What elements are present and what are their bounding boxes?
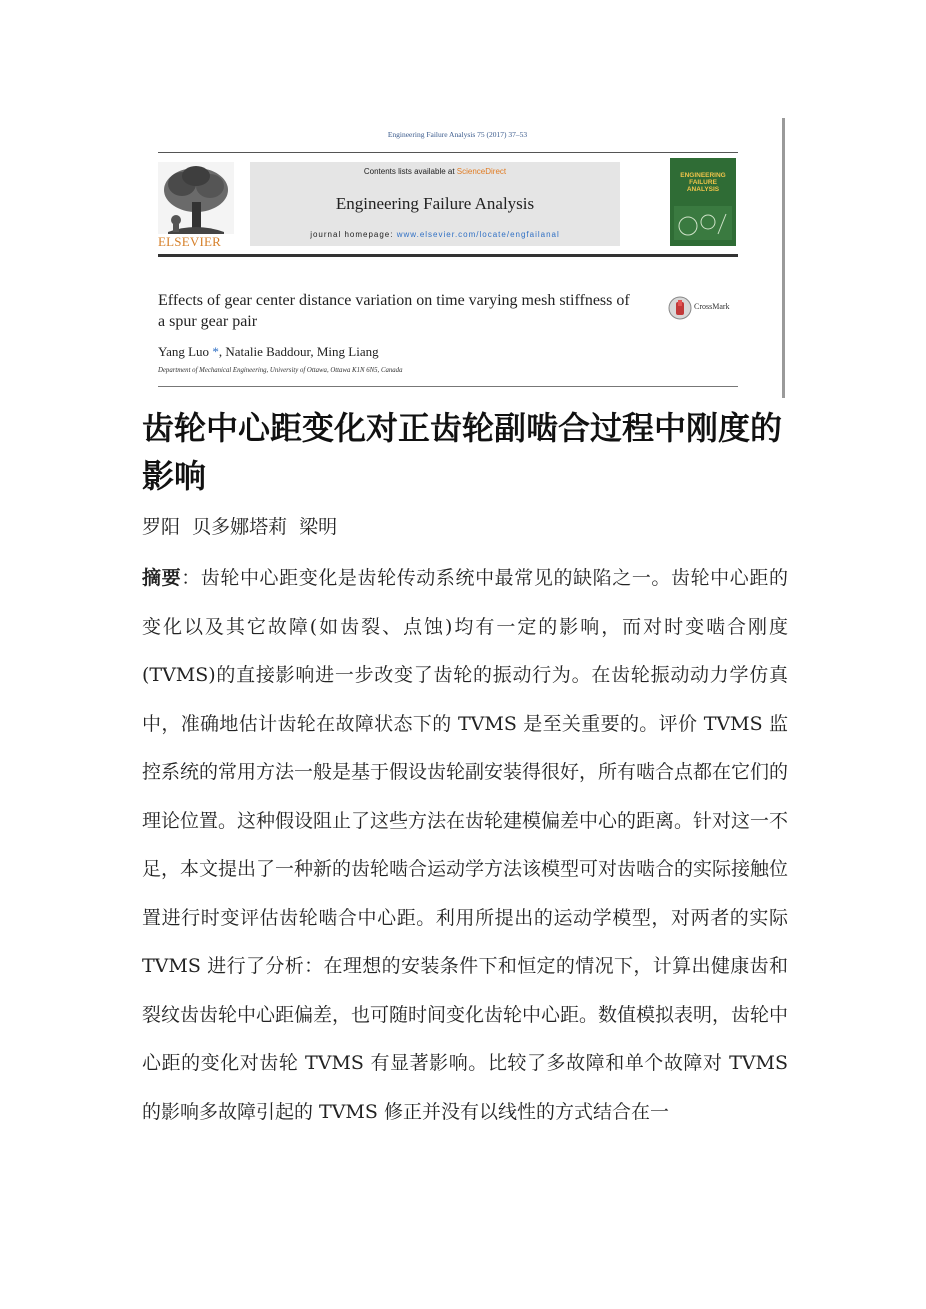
elsevier-wordmark: ELSEVIER [158,234,221,249]
header-thick-rule [158,254,738,257]
cover-title: ENGINEERING FAILURE ANALYSIS [680,172,726,193]
sciencedirect-link[interactable]: ScienceDirect [456,167,507,176]
homepage-link[interactable]: www.elsevier.com/locate/engfailanal [396,230,560,239]
other-authors: , Natalie Baddour, Ming Liang [218,344,379,359]
journal-citation: Engineering Failure Analysis 75 (2017) 37–53 [387,130,528,139]
journal-header-snippet [140,118,786,400]
journal-cover-thumbnail [670,158,736,246]
journal-title-box [250,162,620,246]
journal-name: Engineering Failure Analysis [335,194,535,213]
header-bottom-rule [158,386,738,387]
header-divider [158,152,738,153]
crossmark-icon [668,296,692,320]
article-title-zh: 齿轮中心距变化对正齿轮副啮合过程中刚度的影响 [142,409,783,495]
homepage-line [250,230,620,239]
corresponding-author-mark[interactable]: * [209,344,219,359]
authors-en [158,344,379,360]
contents-line [250,167,620,176]
crossmark-badge[interactable] [668,296,788,320]
contents-prefix: Contents lists available at [363,167,457,176]
first-author: Yang Luo [158,344,210,359]
abstract-colon: ： [181,567,201,589]
cover-art-icon [674,206,732,240]
crossmark-label: CrossMark [694,302,730,311]
affiliation-en: Department of Mechanical Engineering, University of Ottawa, Ottawa K1N 6N5, Canada [158,367,403,374]
article-authors-zh: 罗阳 贝多娜塔莉 梁明 [142,516,338,538]
abstract-text: 齿轮中心距变化是齿轮传动系统中最常见的缺陷之一。齿轮中心距的变化以及其它故障(如齿裂、点蚀)均有一定的影响，而对时变啮合刚度(TVMS)的直接影响进一步改变了齿轮的振动行为。在齿轮振动动力学仿真中，准确地估计齿轮在故障状态下的 TVMS 是至关重要的。评价 TVMS 监控系统的常用方法一般是基于假设齿轮副安装得很好，所有啮合点都在它们的理论位置。这种假设阻止了这些方法在齿轮建模偏差中心的距离。针对这一不足，本文提出了一种新的齿轮啮合运动学方法该模型可对齿啮合的实际接触位置进行时变评估齿轮啮合中心距。利用所提出的运动学模型，对两者的实际 TVMS 进行了分析：在理想的安装条件下和恒定的情况下，计算出健康齿和裂纹齿齿轮中心距偏差，也可随时间变化齿轮中心距。数值模拟表明，齿轮中心距的变化对齿轮 TVMS 有显著影响。比较了多故障和单个故障对 TVMS 的影响多故障引起的 TVMS 修正并没有以线性的方式结合在一 [142,567,789,1123]
paper-title-en: Effects of gear center distance variation on time varying mesh stiffness of a spur gear pair [158,292,630,330]
homepage-prefix: journal homepage: [310,230,397,239]
snippet-edge-rule [782,118,785,398]
abstract-label: 摘要 [142,567,182,589]
abstract-paragraph [142,554,788,1136]
